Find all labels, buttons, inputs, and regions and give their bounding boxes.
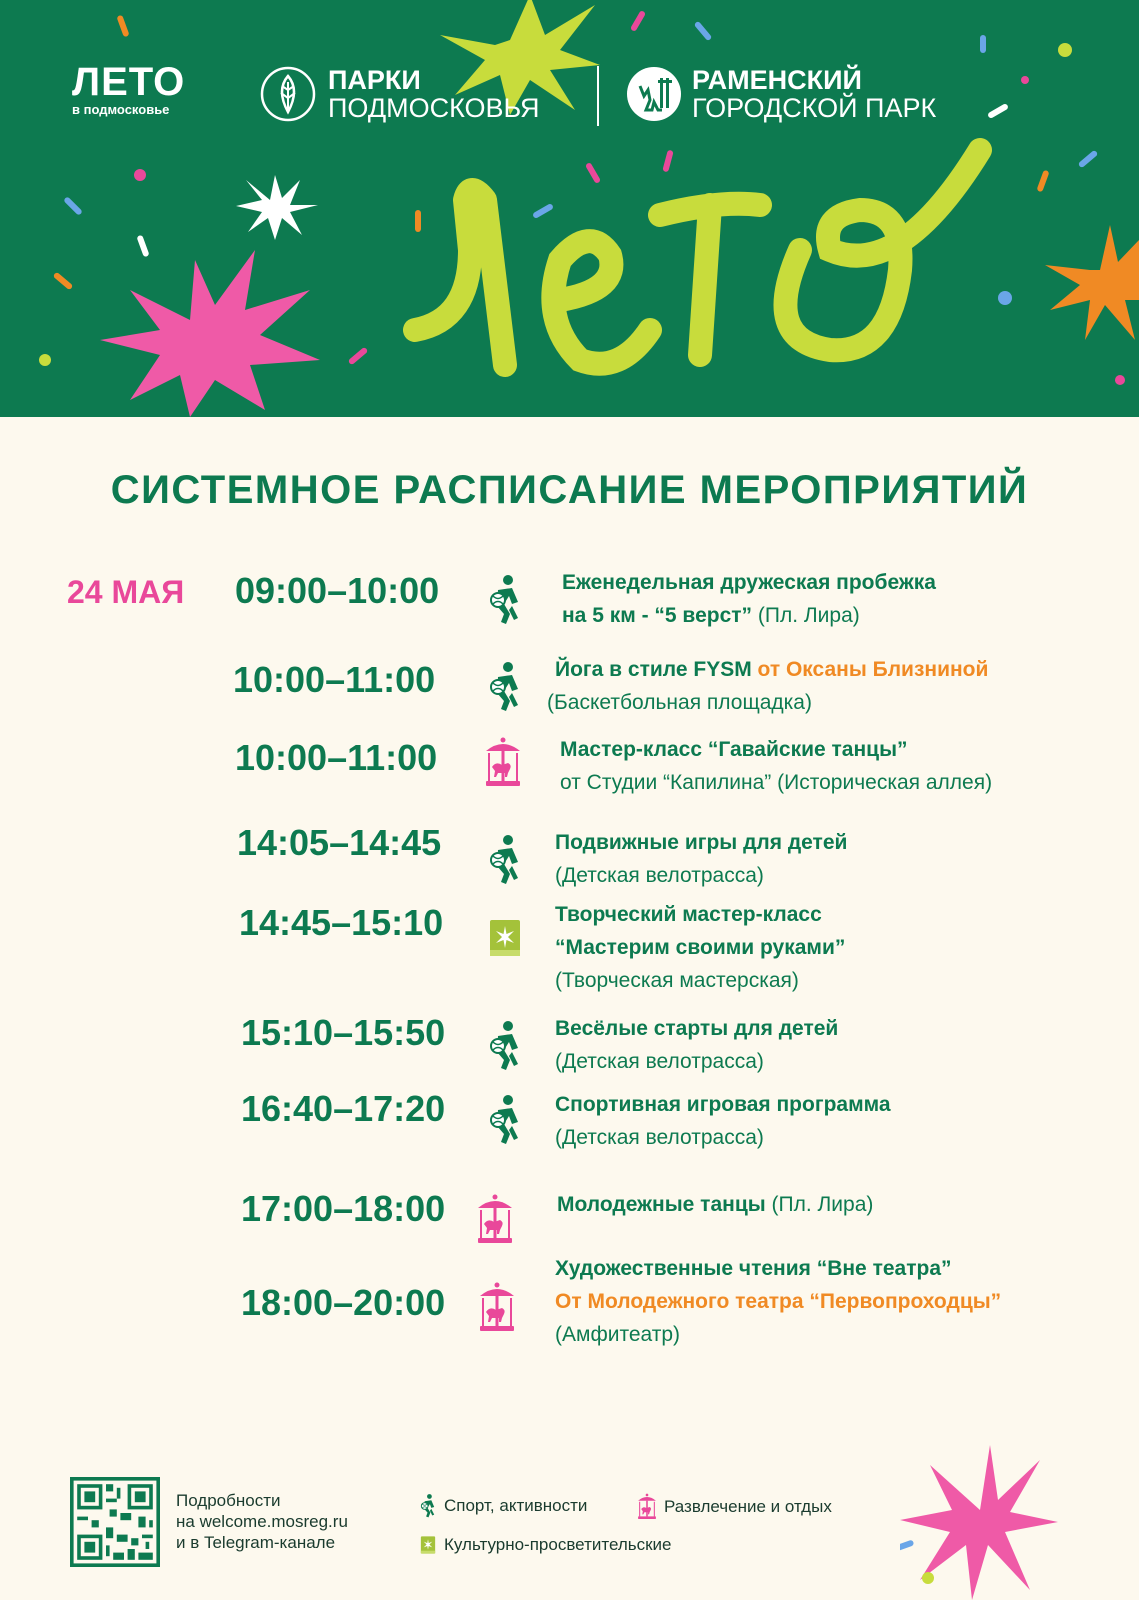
- event-text: Творческий мастер-класс: [555, 903, 822, 926]
- event-description: [555, 898, 845, 997]
- carousel-icon: [474, 1194, 516, 1246]
- event-description-line: [555, 898, 845, 931]
- header-banner: [0, 0, 1139, 417]
- deer-emblem-icon: [626, 66, 682, 122]
- event-text: Весёлые старты для детей: [555, 1017, 839, 1040]
- event-description-line: [555, 931, 845, 964]
- event-text: от Оксаны Близниной: [751, 658, 989, 681]
- culture-icon: [418, 1532, 438, 1558]
- event-text: “Мастерим своими руками”: [555, 936, 846, 959]
- logo-ramensky: [626, 66, 936, 122]
- event-time: 14:05–14:45: [237, 822, 442, 863]
- carousel-icon: [482, 737, 524, 789]
- event-text: (Пл. Лира): [752, 604, 860, 627]
- event-description: [555, 1252, 1001, 1351]
- event-time: 14:45–15:10: [239, 902, 444, 943]
- carousel-icon: [636, 1493, 658, 1521]
- event-description-line: [560, 766, 992, 799]
- event-text: Йога в стиле FYSM: [555, 658, 752, 681]
- sport-icon: [484, 574, 526, 626]
- event-description-line: [557, 1188, 873, 1221]
- carousel-icon: [476, 1282, 518, 1334]
- legend-fun: [636, 1493, 832, 1521]
- logo-ramensky-line2: ГОРОДСКОЙ ПАРК: [692, 93, 937, 123]
- event-time: 10:00–11:00: [235, 737, 438, 778]
- event-text: на 5 км - “5 верст”: [562, 604, 753, 627]
- event-description: [555, 826, 847, 892]
- footer-info-line: Подробности: [176, 1491, 281, 1510]
- logo-leto: [72, 62, 185, 118]
- qr-code-icon: [70, 1477, 160, 1567]
- event-time: 09:00–10:00: [235, 570, 440, 611]
- event-time: 18:00–20:00: [241, 1282, 446, 1323]
- event-description: [557, 1188, 873, 1221]
- event-description: [555, 1088, 891, 1154]
- event-text: Молодежные танцы: [557, 1193, 766, 1216]
- sport-icon: [484, 1020, 526, 1072]
- legend-culture: [418, 1532, 672, 1558]
- event-description-line: [555, 1252, 1001, 1285]
- event-description-line: [555, 826, 847, 859]
- event-time: 17:00–18:00: [241, 1188, 446, 1229]
- event-text: (Детская велотрасса): [555, 1126, 764, 1149]
- logo-parks-line2: ПОДМОСКОВЬЯ: [328, 93, 540, 123]
- logo-divider: [597, 66, 599, 126]
- event-description-line: [555, 1318, 1001, 1351]
- event-description-line: [555, 859, 847, 892]
- event-time: 15:10–15:50: [241, 1012, 446, 1053]
- event-description-line: [555, 653, 988, 686]
- event-text: Спортивная игровая программа: [555, 1093, 891, 1116]
- event-text: Подвижные игры для детей: [555, 831, 848, 854]
- logo-parks-line1: ПАРКИ: [328, 65, 421, 95]
- logo-leto-small: в подмосковье: [72, 102, 170, 117]
- event-description-line: [555, 1285, 1001, 1318]
- legend-sport: [418, 1493, 587, 1519]
- event-text: (Амфитеатр): [555, 1323, 681, 1346]
- legend-sport-label: Спорт, активности: [444, 1496, 588, 1515]
- page-title: СИСТЕМНОЕ РАСПИСАНИЕ МЕРОПРИЯТИЙ: [110, 468, 1029, 512]
- event-text: от Студии “Капилина” (Историческая аллея): [560, 771, 993, 794]
- sport-icon: [484, 1094, 526, 1146]
- sport-icon: [418, 1493, 438, 1519]
- footer-info-line: и в Telegram-канале: [176, 1533, 336, 1552]
- event-text: (Детская велотрасса): [555, 864, 764, 887]
- event-description: [547, 653, 989, 719]
- logo-ramensky-line1: РАМЕНСКИЙ: [692, 65, 862, 95]
- event-description-line: [560, 733, 992, 766]
- event-time: 16:40–17:20: [241, 1088, 446, 1129]
- leaf-icon: [260, 66, 316, 122]
- sport-icon: [484, 661, 526, 713]
- event-description: [562, 566, 936, 632]
- event-text: Мастер-класс “Гавайские танцы”: [560, 738, 908, 761]
- event-text: (Пл. Лира): [765, 1193, 874, 1216]
- culture-icon: [484, 912, 526, 964]
- legend-fun-label: Развлечение и отдых: [664, 1497, 832, 1516]
- legend-culture-label: Культурно-просветительские: [444, 1535, 672, 1554]
- schedule-date: 24 МАЯ: [67, 574, 185, 610]
- event-description-line: [562, 599, 936, 632]
- event-text: (Баскетбольная площадка): [547, 691, 812, 714]
- event-description-line: [555, 1012, 838, 1045]
- event-description-line: [562, 566, 936, 599]
- event-description: [555, 1012, 838, 1078]
- event-text: От Молодежного театра “Первопроходцы”: [555, 1290, 1002, 1313]
- sport-icon: [484, 834, 526, 886]
- event-text: Художественные чтения “Вне театра”: [555, 1257, 952, 1280]
- event-description-line: [555, 1045, 838, 1078]
- event-description: [560, 733, 992, 799]
- logo-parks: [260, 66, 540, 122]
- footer-info: [176, 1490, 348, 1553]
- event-description-line: [547, 686, 988, 719]
- logo-leto-big: ЛЕТО: [72, 60, 186, 104]
- event-description-line: [555, 1088, 891, 1121]
- event-text: Еженедельная дружеская пробежка: [562, 571, 936, 594]
- event-time: 10:00–11:00: [233, 659, 436, 700]
- event-description-line: [555, 1121, 891, 1154]
- event-text: (Творческая мастерская): [555, 969, 799, 992]
- footer-info-line: на welcome.mosreg.ru: [176, 1512, 348, 1531]
- event-description-line: [555, 964, 845, 997]
- decoration-star-bottom: [900, 1440, 1060, 1600]
- event-text: (Детская велотрасса): [555, 1050, 764, 1073]
